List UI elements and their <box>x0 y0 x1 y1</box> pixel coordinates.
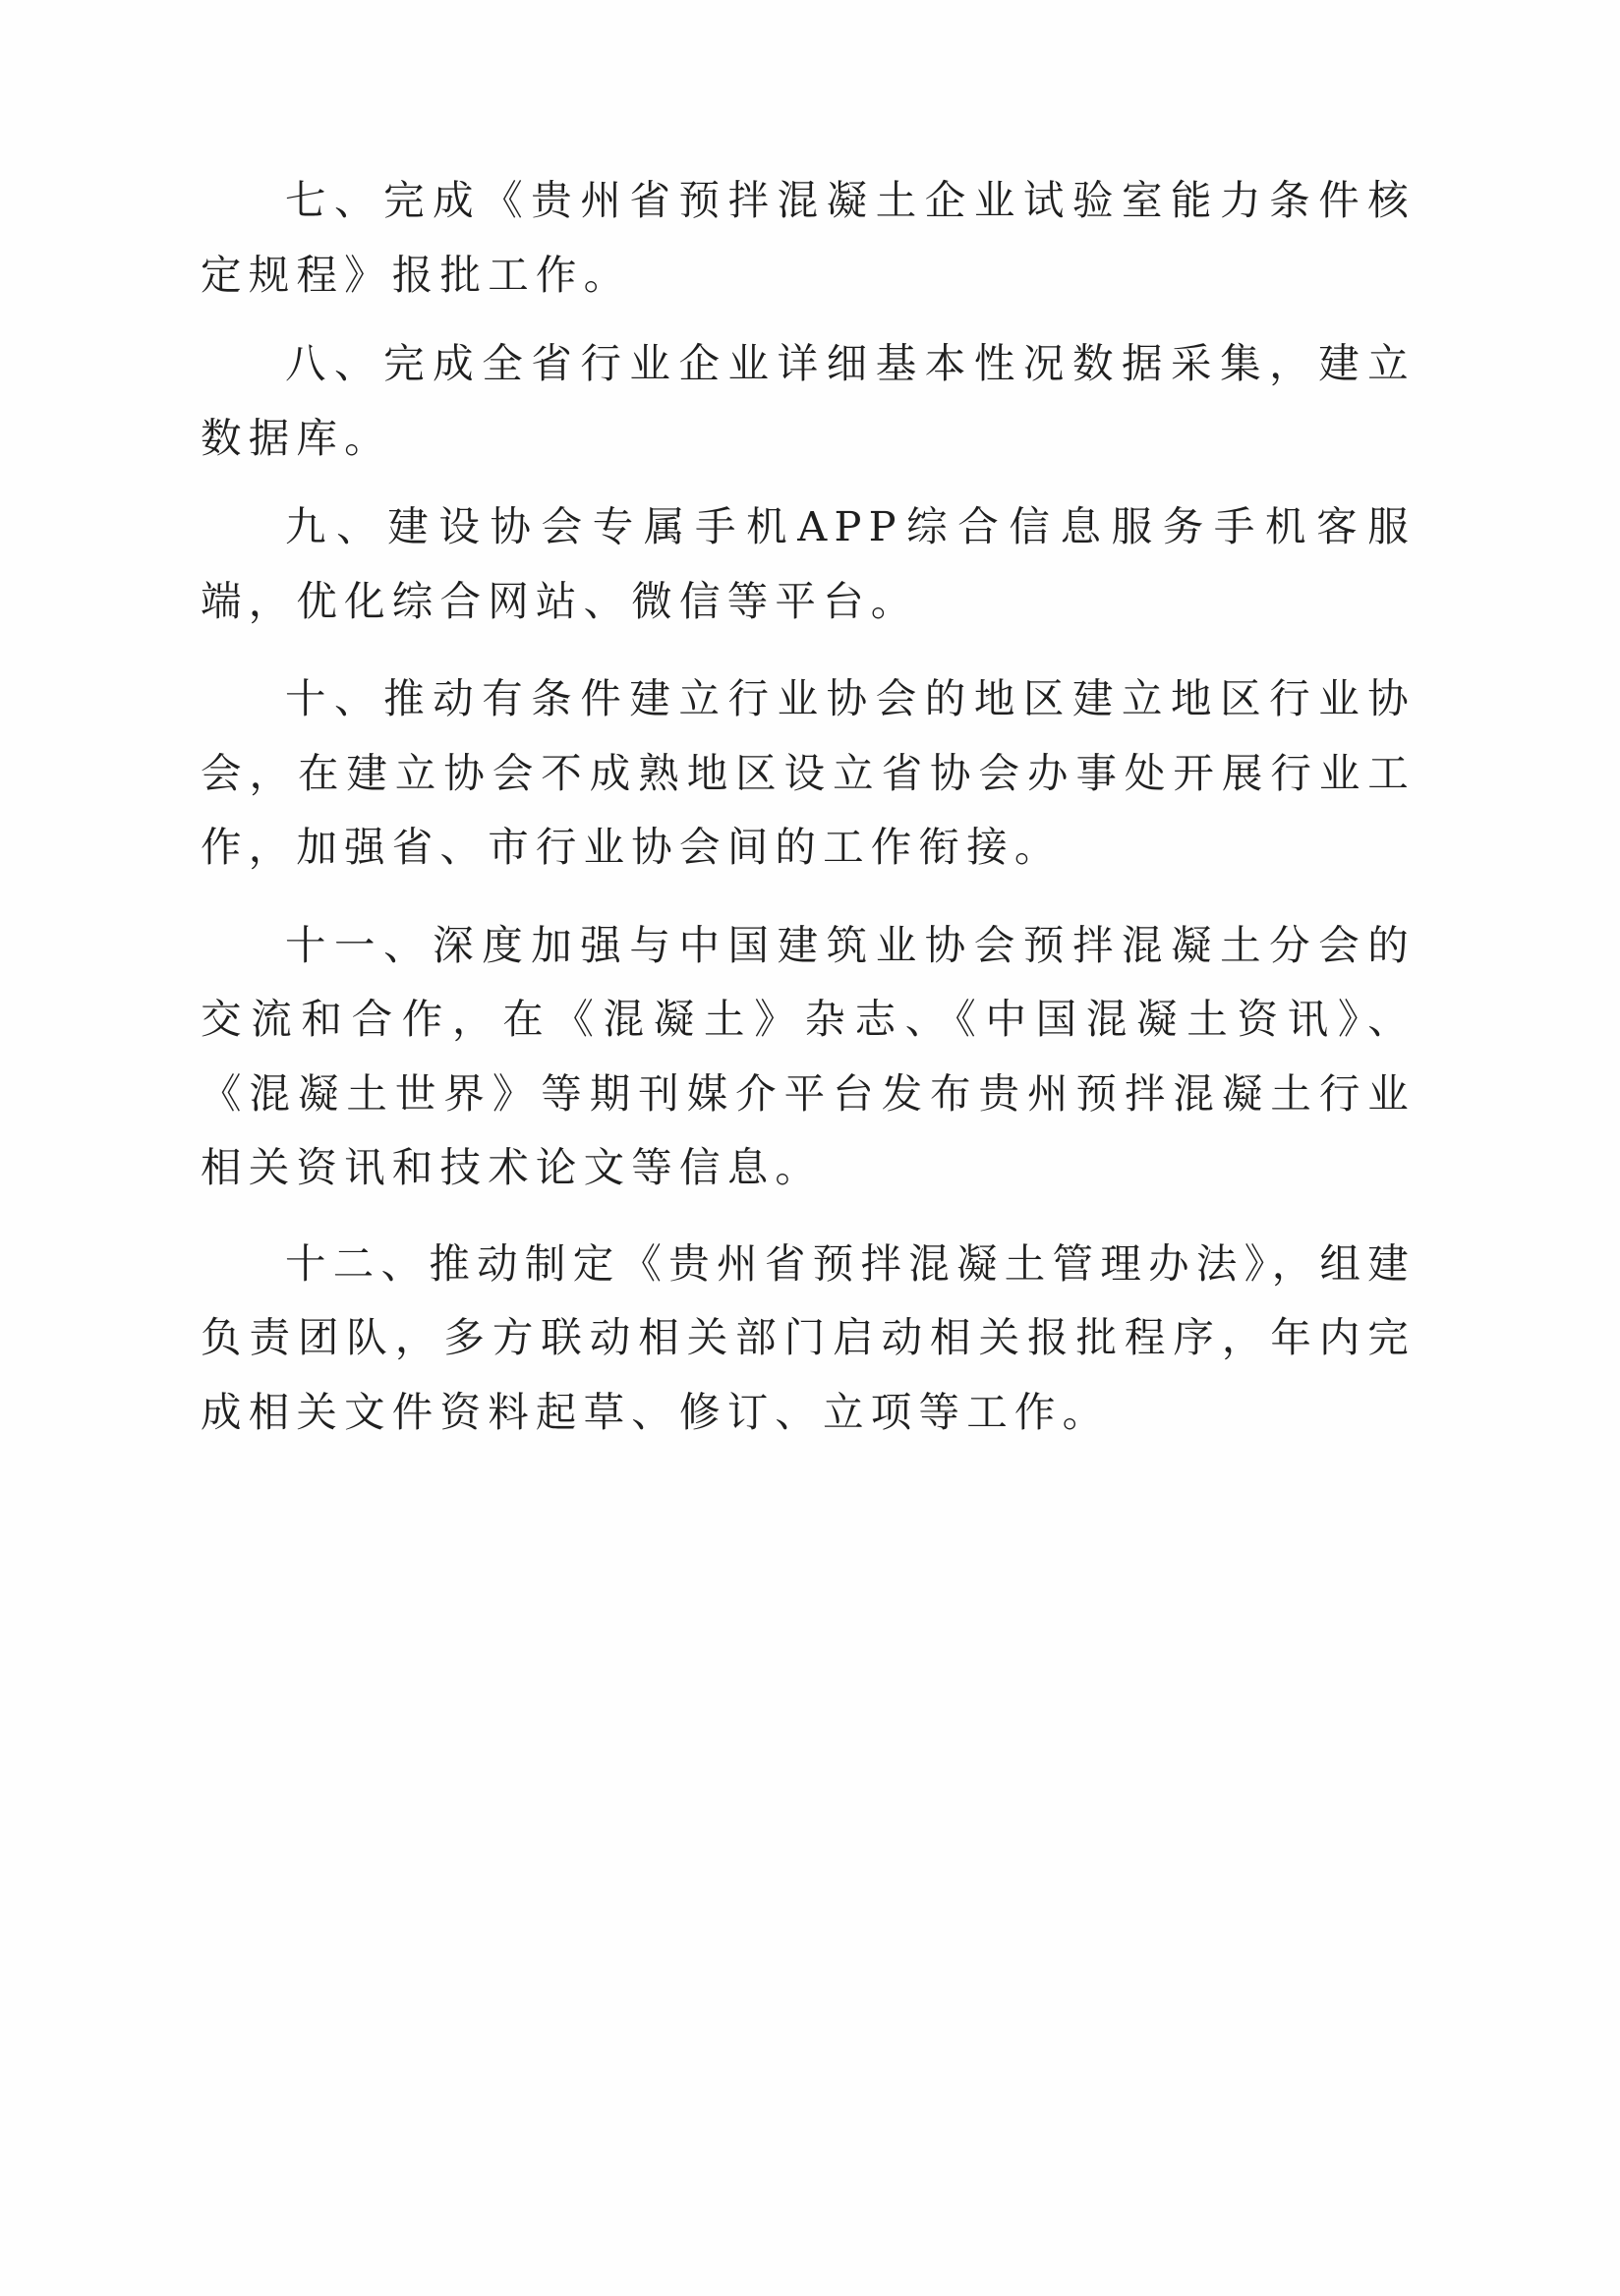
paragraph-item-10: 十、推动有条件建立行业协会的地区建立地区行业协会，在建立协会不成熟地区设立省协会办事处开展行业工作，加强省、市行业协会间的工作衔接。 <box>201 674 1416 871</box>
paragraph-item-12: 十二、推动制定《贵州省预拌混凝土管理办法》，组建负责团队，多方联动相关部门启动相关报批程序，年内完成相关文件资料起草、修订、立项等工作。 <box>201 1238 1416 1436</box>
paragraph-item-7: 七、完成《贵州省预拌混凝土企业试验室能力条件核定规程》报批工作。 <box>201 176 1416 299</box>
paragraph-item-11: 十一、深度加强与中国建筑业协会预拌混凝土分会的交流和合作，在《混凝土》杂志、《中国混凝土资讯》、《混凝土世界》等期刊媒介平台发布贵州预拌混凝土行业相关资讯和技术论文等信息。 <box>201 920 1416 1191</box>
paragraph-item-8: 八、完成全省行业企业详细基本性况数据采集，建立数据库。 <box>201 339 1416 462</box>
paragraph-item-9: 九、建设协会专属手机APP综合信息服务手机客服端，优化综合网站、微信等平台。 <box>201 502 1416 625</box>
document-body <box>201 163 1416 1449</box>
